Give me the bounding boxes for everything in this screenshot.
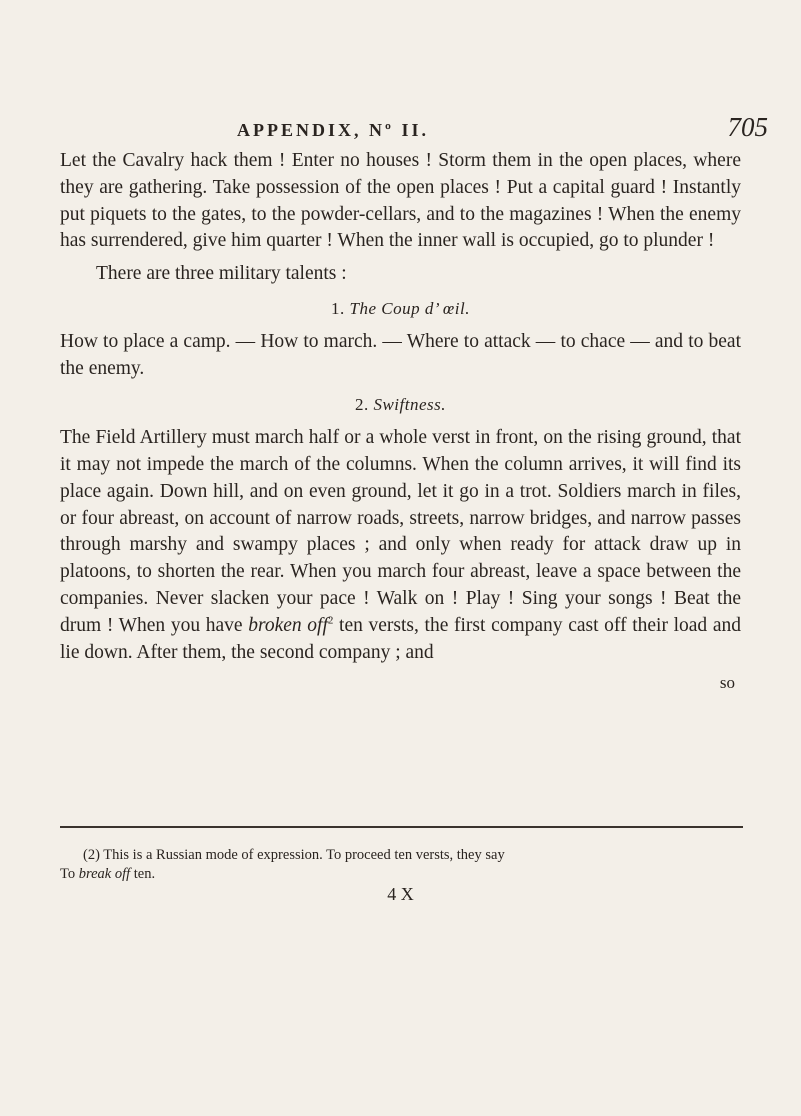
talent-title-2: Swiftness. [373,395,447,415]
body-text [60,148,741,697]
footnote [60,846,750,884]
footnote-ref: 2 [327,614,334,627]
catchword: so [719,673,735,693]
paragraph-swiftness-text-a: The Field Artillery must march half or a whole verst in front, on the rising ground, that it may not impede the march of the columns. When the column arrives, it will find its place again. Down hill, and on even ground, let it go in a trot. Soldiers march in files, or four abreast, on account of narrow roads, streets, narrow bridges, and narrow passes through marshy and swampy places ; and only when ready for attack draw up in platoons, to shorten the rear. When you march four abreast, leave a space between the companies. Never slacken your pace ! Walk on ! Play ! Sing your songs ! Beat the drum ! When you have [60,427,741,636]
footnote-line-1: (2) This is a Russian mode of expression. To proceed ten versts, they say [83,847,505,863]
footnote-line-2-prefix: To [60,866,79,882]
talent-number-2: 2. [354,395,369,415]
talent-heading-1 [60,296,741,323]
running-head: APPENDIX, Nº II. [237,120,429,140]
talent-title-1: The Coup d’ œil. [349,298,470,318]
signature-mark: 4 X [387,884,414,904]
talent-heading-2 [60,392,741,419]
italic-broken-off: broken off [248,614,328,636]
paragraph-swiftness-text-b: ten versts, the first company cast off their load and lie down. After them, the second company ; and [60,614,741,663]
footnote-italic-break-off: break off [78,866,131,882]
footnote-line-2-suffix: ten. [130,866,156,882]
footnote-line-2 [60,865,750,884]
paragraph-swiftness [60,425,741,666]
paragraph-cavalry: Let the Cavalry hack them ! Enter no houses ! Storm them in the open places, where they are gathering. Take possession of the open places ! Put a capital guard ! Instantly put piquets to the gates, to the powder-cellars, and to the magazines ! When the enemy has surrendered, give him quarter ! When the inner wall is occupied, go to plunder ! [60,150,741,252]
paragraph-coup-doeil: How to place a camp. — How to march. — Where to attack — to chace — and to beat the enemy. [60,330,741,379]
page-header [60,112,768,146]
footnote-rule [60,826,743,828]
paragraph-talents-intro: There are three military talents : [96,263,347,285]
talent-number-1: 1. [331,298,345,318]
page-number: 705 [727,112,768,142]
